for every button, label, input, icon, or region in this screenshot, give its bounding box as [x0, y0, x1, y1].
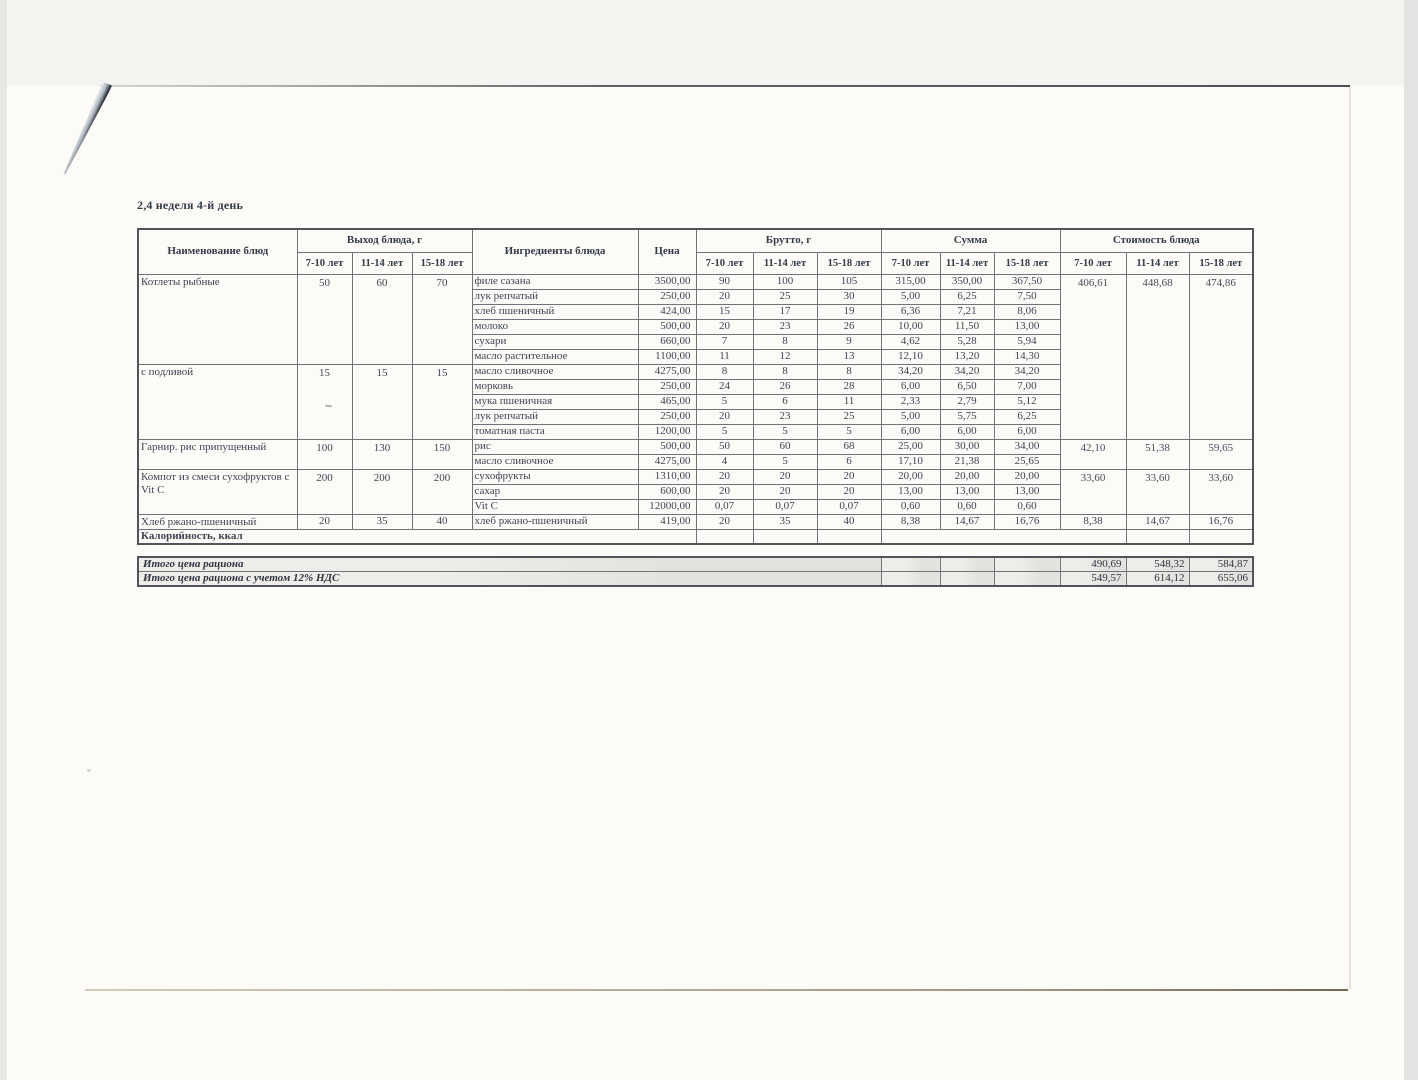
table-cell: 9	[817, 334, 881, 349]
table-cell	[940, 557, 994, 572]
dish-name: Компот из смеси сухофруктов с Vit C	[138, 469, 297, 514]
table-cell: 35	[753, 514, 817, 529]
table-cell: 490,69	[1060, 557, 1126, 572]
table-cell: 8	[753, 334, 817, 349]
table-cell: 33,60	[1189, 469, 1253, 514]
table-cell: 6,36	[881, 304, 940, 319]
document-title: 2,4 неделя 4-й день	[137, 198, 244, 212]
table-cell	[1126, 529, 1189, 544]
table-cell: 25,00	[881, 439, 940, 454]
table-cell: 34,20	[881, 364, 940, 379]
calories-row	[138, 529, 1253, 544]
table-cell: 6,00	[881, 424, 940, 439]
table-cell: 14,67	[1126, 514, 1189, 529]
table-cell: 40	[412, 514, 472, 529]
table-cell: 20	[817, 484, 881, 499]
dish-name: с подливой	[138, 364, 297, 439]
table-cell: 17	[753, 304, 817, 319]
page-right-edge	[1349, 87, 1351, 989]
table-cell: 34,20	[994, 364, 1060, 379]
table-cell: 26	[753, 379, 817, 394]
table-cell: 130	[352, 439, 412, 469]
table-cell: 105	[817, 274, 881, 289]
table-row	[138, 439, 1253, 454]
table-cell: 60	[352, 274, 412, 364]
table-cell: 0,07	[817, 499, 881, 514]
column-header: 11-14 лет	[1126, 252, 1189, 274]
table-cell: 6	[753, 394, 817, 409]
table-cell	[881, 557, 940, 572]
scan-speck	[87, 769, 91, 772]
table-cell: 13,00	[881, 484, 940, 499]
table-cell: 25	[817, 409, 881, 424]
table-cell: 20,00	[940, 469, 994, 484]
table-cell: 34,20	[940, 364, 994, 379]
total-row	[138, 572, 1253, 587]
table-cell: филе сазана	[472, 274, 638, 289]
table-cell: 350,00	[940, 274, 994, 289]
table-cell: хлеб ржано-пшеничный	[472, 514, 638, 529]
col-header-sum: Сумма	[881, 229, 1060, 252]
table-cell: 5	[817, 424, 881, 439]
table-cell: 20	[696, 319, 753, 334]
table-cell: 16,76	[994, 514, 1060, 529]
table-cell	[940, 572, 994, 587]
table-cell: 15	[297, 364, 352, 439]
table-cell: томатная паста	[472, 424, 638, 439]
table-cell: 5,94	[994, 334, 1060, 349]
header-row-ages	[138, 252, 1253, 274]
table-cell: 465,00	[638, 394, 696, 409]
table-cell: 21,38	[940, 454, 994, 469]
table-cell: 33,60	[1126, 469, 1189, 514]
table-cell: 60	[753, 439, 817, 454]
table-cell: 70	[412, 274, 472, 364]
table-cell: 200	[412, 469, 472, 514]
table-cell: 33,60	[1060, 469, 1126, 514]
column-header: 7-10 лет	[881, 252, 940, 274]
table-cell: 2,33	[881, 394, 940, 409]
table-cell: 20	[696, 469, 753, 484]
column-header: 11-14 лет	[753, 252, 817, 274]
table-cell: масло сливочное	[472, 364, 638, 379]
table-cell: 0,60	[994, 499, 1060, 514]
column-header: 15-18 лет	[817, 252, 881, 274]
table-cell: 59,65	[1189, 439, 1253, 469]
table-row	[138, 514, 1253, 529]
table-cell: 24	[696, 379, 753, 394]
table-row	[138, 469, 1253, 484]
table-cell: 6,00	[881, 379, 940, 394]
scan-right-margin	[1404, 0, 1418, 1080]
table-row	[138, 274, 1253, 289]
table-cell: лук репчатый	[472, 289, 638, 304]
table-cell: 2,79	[940, 394, 994, 409]
table-cell: мука пшеничная	[472, 394, 638, 409]
table-cell: 250,00	[638, 379, 696, 394]
table-cell: 0,07	[696, 499, 753, 514]
table-cell: 1100,00	[638, 349, 696, 364]
table-cell	[817, 529, 881, 544]
table-cell: 500,00	[638, 319, 696, 334]
table-cell	[1189, 529, 1253, 544]
table-cell	[994, 557, 1060, 572]
table-cell: 549,57	[1060, 572, 1126, 587]
column-header: 7-10 лет	[297, 252, 352, 274]
table-cell: 1200,00	[638, 424, 696, 439]
table-cell: 20	[753, 469, 817, 484]
total-row	[138, 557, 1253, 572]
table-cell: 6,00	[940, 424, 994, 439]
scan-left-margin	[0, 0, 7, 1080]
page-bottom-edge	[85, 989, 1348, 991]
table-cell: 660,00	[638, 334, 696, 349]
col-header-dish: Наименование блюд	[138, 229, 297, 274]
table-cell: 367,50	[994, 274, 1060, 289]
table-cell: 5,12	[994, 394, 1060, 409]
total-label: Итого цена рациона	[138, 557, 881, 572]
menu-table	[137, 228, 1254, 545]
column-header: 7-10 лет	[696, 252, 753, 274]
table-cell: сухофрукты	[472, 469, 638, 484]
col-header-price: Цена	[638, 229, 696, 274]
col-header-ingredients: Ингредиенты блюда	[472, 229, 638, 274]
total-label: Итого цена рациона с учетом 12% НДС	[138, 572, 881, 587]
calories-label: Калорийность, ккал	[138, 529, 696, 544]
table-cell: лук репчатый	[472, 409, 638, 424]
table-cell: 12	[753, 349, 817, 364]
table-cell: 20	[817, 469, 881, 484]
table-cell: 315,00	[881, 274, 940, 289]
table-cell: сахар	[472, 484, 638, 499]
page-top-edge	[100, 85, 1350, 87]
column-header: 7-10 лет	[1060, 252, 1126, 274]
table-cell: 25	[753, 289, 817, 304]
table-cell	[881, 572, 940, 587]
totals-table	[137, 556, 1254, 587]
table-cell: 584,87	[1189, 557, 1253, 572]
table-cell: 8	[696, 364, 753, 379]
table-cell: 655,06	[1189, 572, 1253, 587]
table-cell: хлеб пшеничный	[472, 304, 638, 319]
table-cell: 34,00	[994, 439, 1060, 454]
table-cell: 0,60	[881, 499, 940, 514]
table-cell: 51,38	[1126, 439, 1189, 469]
table-cell: 6,25	[940, 289, 994, 304]
table-cell: молоко	[472, 319, 638, 334]
scan-area	[138, 229, 1253, 544]
table-cell: 16,76	[1189, 514, 1253, 529]
table-cell: 4,62	[881, 334, 940, 349]
table-cell: 23	[753, 409, 817, 424]
dish-name: Хлеб ржано-пшеничный	[138, 514, 297, 529]
table-cell: 13	[817, 349, 881, 364]
table-cell: 7,50	[994, 289, 1060, 304]
table-cell: 7	[696, 334, 753, 349]
table-cell: 8,38	[881, 514, 940, 529]
table-cell: 15	[352, 364, 412, 439]
column-header: 11-14 лет	[940, 252, 994, 274]
table-cell: 28	[817, 379, 881, 394]
table-cell	[696, 529, 753, 544]
table-cell: 6,00	[994, 424, 1060, 439]
col-header-cost: Стоимость блюда	[1060, 229, 1253, 252]
table-cell: 12000,00	[638, 499, 696, 514]
table-cell: 5,28	[940, 334, 994, 349]
table-cell: 30	[817, 289, 881, 304]
table-cell: 26	[817, 319, 881, 334]
column-header: 15-18 лет	[1189, 252, 1253, 274]
table-cell: 13,20	[940, 349, 994, 364]
table-cell: 23	[753, 319, 817, 334]
table-cell: 4275,00	[638, 364, 696, 379]
table-cell: 250,00	[638, 409, 696, 424]
table-cell: 11,50	[940, 319, 994, 334]
table-cell: сухари	[472, 334, 638, 349]
table-cell: 11	[696, 349, 753, 364]
table-cell: морковь	[472, 379, 638, 394]
table-cell: 15	[412, 364, 472, 439]
table-cell: 14,30	[994, 349, 1060, 364]
table-cell: 614,12	[1126, 572, 1189, 587]
dish-name: Гарнир. рис припущенный	[138, 439, 297, 469]
table-cell: 250,00	[638, 289, 696, 304]
table-cell: 20	[696, 289, 753, 304]
table-cell: 4	[696, 454, 753, 469]
table-cell: 8	[817, 364, 881, 379]
table-cell: 50	[297, 274, 352, 364]
table-cell: 19	[817, 304, 881, 319]
table-cell: 7,21	[940, 304, 994, 319]
table-cell: 5	[753, 424, 817, 439]
table-cell: 200	[352, 469, 412, 514]
table-cell: 20	[696, 514, 753, 529]
table-cell: 5	[696, 424, 753, 439]
table-cell: 20	[297, 514, 352, 529]
table-cell: 0,60	[940, 499, 994, 514]
table-cell: 8	[753, 364, 817, 379]
table-cell: 548,32	[1126, 557, 1189, 572]
table-cell: 13,00	[994, 484, 1060, 499]
table-cell: 15	[696, 304, 753, 319]
table-cell: 600,00	[638, 484, 696, 499]
table-cell: 11	[817, 394, 881, 409]
table-cell	[881, 529, 1126, 544]
table-cell: 13,00	[994, 319, 1060, 334]
table-cell: 5,00	[881, 289, 940, 304]
table-cell: 40	[817, 514, 881, 529]
table-cell: 4275,00	[638, 454, 696, 469]
column-header: 15-18 лет	[994, 252, 1060, 274]
table-cell: 8,06	[994, 304, 1060, 319]
table-cell: 3500,00	[638, 274, 696, 289]
table-cell: 100	[297, 439, 352, 469]
table-cell: 200	[297, 469, 352, 514]
table-cell: рис	[472, 439, 638, 454]
dish-name: Котлеты рыбные	[138, 274, 297, 364]
table-cell: 20	[753, 484, 817, 499]
table-cell: 17,10	[881, 454, 940, 469]
table-cell: 6,50	[940, 379, 994, 394]
table-cell: 30,00	[940, 439, 994, 454]
column-header: 11-14 лет	[352, 252, 412, 274]
table-cell: 14,67	[940, 514, 994, 529]
table-cell: 500,00	[638, 439, 696, 454]
header-row	[138, 229, 1253, 252]
table-cell: 5,00	[881, 409, 940, 424]
table-cell: масло растительное	[472, 349, 638, 364]
table-cell: Vit C	[472, 499, 638, 514]
table-cell: 5	[753, 454, 817, 469]
table-cell: 419,00	[638, 514, 696, 529]
table-cell: 12,10	[881, 349, 940, 364]
table-cell: 20,00	[994, 469, 1060, 484]
table-cell: 5,75	[940, 409, 994, 424]
column-header: 15-18 лет	[412, 252, 472, 274]
table-cell: 50	[696, 439, 753, 454]
table-cell: 13,00	[940, 484, 994, 499]
table-cell	[753, 529, 817, 544]
table-cell: 100	[753, 274, 817, 289]
table-cell: 25,65	[994, 454, 1060, 469]
table-cell: 6	[817, 454, 881, 469]
table-cell: 68	[817, 439, 881, 454]
table-cell: 448,68	[1126, 274, 1189, 439]
table-cell: 90	[696, 274, 753, 289]
table-cell: 1310,00	[638, 469, 696, 484]
table-cell: 20,00	[881, 469, 940, 484]
table-cell: 8,38	[1060, 514, 1126, 529]
table-cell: 35	[352, 514, 412, 529]
col-header-gross: Брутто, г	[696, 229, 881, 252]
table-cell: масло сливочное	[472, 454, 638, 469]
table-cell: 406,61	[1060, 274, 1126, 439]
table-cell: 20	[696, 484, 753, 499]
table-cell: 424,00	[638, 304, 696, 319]
table-cell: 150	[412, 439, 472, 469]
table-cell: 6,25	[994, 409, 1060, 424]
table-cell: 7,00	[994, 379, 1060, 394]
col-header-yield: Выход блюда, г	[297, 229, 472, 252]
table-cell: 474,86	[1189, 274, 1253, 439]
table-cell: 0,07	[753, 499, 817, 514]
table-cell: 20	[696, 409, 753, 424]
scan-area	[138, 557, 1253, 586]
table-cell: 10,00	[881, 319, 940, 334]
table-cell	[994, 572, 1060, 587]
table-cell: 42,10	[1060, 439, 1126, 469]
table-cell: 5	[696, 394, 753, 409]
